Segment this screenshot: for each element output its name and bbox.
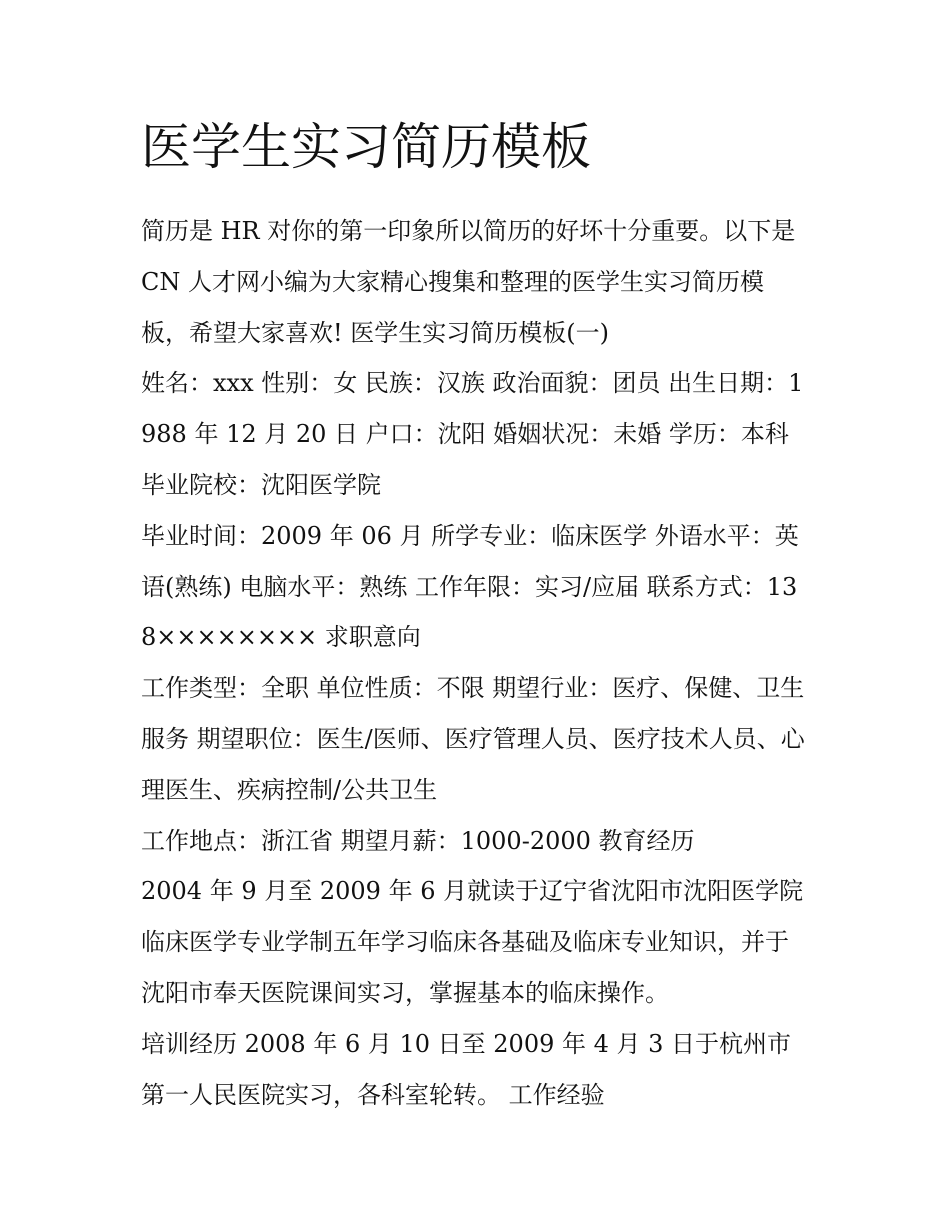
paragraph-training: 培训经历 2008 年 6 月 10 日至 2009 年 4 月 3 日于杭州市第一人民医院实习，各科室轮转。 工作经验 [141,1029,792,1109]
paragraph-work-location: 工作地点：浙江省 期望月薪：1000-2000 教育经历 [141,826,695,855]
paragraph-job-intention: 工作类型：全职 单位性质：不限 期望行业：医疗、保健、卫生服务 期望职位：医生/医师、医疗管理人员、医疗技术人员、心理医生、疾病控制/公共卫生 [141,674,805,804]
paragraph-education: 2004 年 9 月至 2009 年 6 月就读于辽宁省沈阳市沈阳医学院临床医学专业学制五年学习临床各基础及临床专业知识，并于沈阳市奉天医院课间实习，掌握基本的临床操作。 [141,877,804,1007]
paragraph-graduation-info: 毕业时间：2009 年 06 月 所学专业：临床医学 外语水平：英语(熟练) 电脑水平：熟练 工作年限：实习/应届 联系方式：138×××××××× 求职意向 [141,521,799,652]
paragraph-personal-info: 姓名：xxx 性别：女 民族：汉族 政治面貌：团员 出生日期：1988 年 12 月 20 日 户口：沈阳 婚姻状况：未婚 学历：本科 毕业院校：沈阳医学院 [141,369,804,499]
document-title: 医学生实习简历模板 [141,118,591,176]
paragraph-intro: 简历是 HR 对你的第一印象所以简历的好坏十分重要。以下是 CN 人才网小编为大家精心搜集和整理的医学生实习简历模板，希望大家喜欢! 医学生实习简历模板(一) [141,217,796,347]
document-page [141,110,811,1120]
